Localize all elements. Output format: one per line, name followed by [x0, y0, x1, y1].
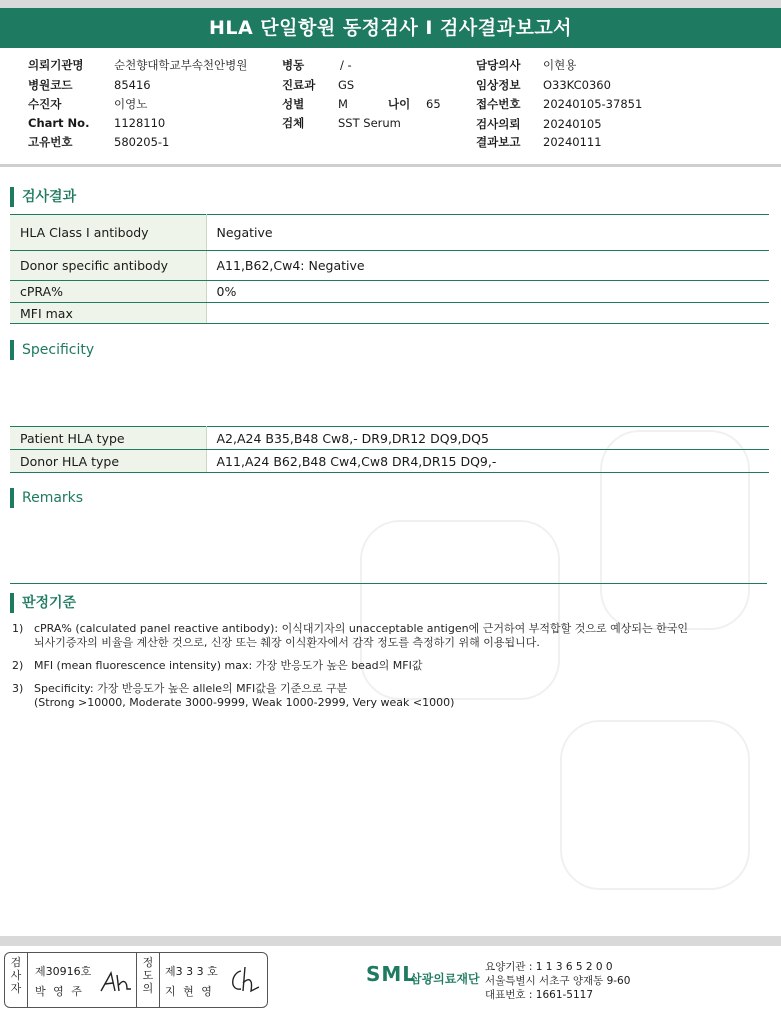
report-title: HLA 단일항원 동정검사 I 검사결과보고서 — [0, 8, 781, 48]
watermark-shape — [560, 720, 750, 890]
address: 서울특별시 서초구 양재동 9-60 — [485, 975, 631, 987]
phone: 대표번호 : 1661-5117 — [485, 989, 594, 1001]
report-date: 결과보고 20240111 — [476, 135, 602, 149]
top-border — [0, 0, 781, 8]
row-key: cPRA% — [10, 281, 206, 303]
department: 진료과 GS — [282, 78, 355, 92]
ward: 병동 / - — [282, 58, 352, 72]
sml-logo — [366, 962, 480, 986]
qc-name: 지 현 영 — [165, 985, 214, 998]
table-row — [10, 215, 769, 251]
table-row — [10, 427, 769, 450]
row-key: Donor specific antibody — [10, 251, 206, 281]
header-divider — [0, 164, 781, 167]
row-key: Donor HLA type — [10, 450, 206, 473]
table-row — [10, 251, 769, 281]
chart-no: Chart No. 1128110 — [28, 116, 166, 130]
signature-box — [4, 952, 268, 1008]
examiner-signature — [97, 967, 135, 997]
row-value: A11,B62,Cw4: Negative — [206, 251, 769, 281]
qc-license: 제3 3 3 호 — [165, 965, 218, 978]
table-row — [10, 303, 769, 324]
receipt-no: 접수번호 20240105-37851 — [476, 97, 643, 111]
doctor: 담당의사 이현용 — [476, 58, 577, 72]
row-value: A2,A24 B35,B48 Cw8,- DR9,DR12 DQ9,DQ5 — [206, 427, 769, 450]
table-row — [10, 450, 769, 473]
table-row — [10, 281, 769, 303]
hospital-name: 의뢰기관명 순천향대학교부속천안병원 — [28, 58, 248, 72]
footer-border — [0, 936, 781, 946]
criteria-item: 2) MFI (mean fluorescence intensity) max: 가장 반응도가 높은 bead의 MFI값 — [12, 659, 423, 672]
examiner-role: 검 사 자 — [10, 956, 22, 995]
remarks-section-title: Remarks — [10, 488, 83, 508]
patient-name: 수진자 이영노 — [28, 97, 148, 111]
hospital-code: 병원코드 85416 — [28, 78, 151, 92]
specificity-table — [10, 426, 769, 473]
row-value: 0% — [206, 281, 769, 303]
qc-signature — [225, 963, 265, 997]
remarks-divider — [10, 583, 767, 584]
criteria-section-title: 판정기준 — [10, 593, 76, 613]
qc-role: 정 도 의 — [142, 956, 154, 995]
criteria-item: 3)Specificity: 가장 반응도가 높은 allele의 MFI값을 기준으로 구분 (Strong >10000, Moderate 3000-9999, Weak 1000-2999, Very weak <1000) — [12, 682, 455, 709]
examiner-license: 제30916호 — [35, 965, 92, 978]
logo-mark: SML — [366, 962, 417, 986]
examiner-name: 박 영 주 — [35, 985, 84, 998]
specificity-section-title: Specificity — [10, 340, 94, 360]
row-value: Negative — [206, 215, 769, 251]
row-value — [206, 303, 769, 324]
sex: 성별 M — [282, 97, 348, 111]
watermark-shape — [360, 520, 560, 700]
org-name: 삼광의료재단 — [410, 972, 480, 986]
results-section-title: 검사결과 — [10, 187, 76, 207]
row-key: MFI max — [10, 303, 206, 324]
row-value: A11,A24 B62,B48 Cw4,Cw8 DR4,DR15 DQ9,- — [206, 450, 769, 473]
clinical-info: 임상정보 O33KC0360 — [476, 78, 611, 92]
request-date: 검사의뢰 20240105 — [476, 117, 602, 131]
unique-id: 고유번호 580205-1 — [28, 135, 170, 149]
row-key: HLA Class I antibody — [10, 215, 206, 251]
org-address — [485, 960, 630, 1002]
criteria-item: 1) cPRA% (calculated panel reactive antibody): 이식대기자의 unacceptable antigen에 근거하여 부적합할 것으로 예상되는 한국인 뇌사기증자의 비율을 계산한 것으로, 신장 또는 췌장 이식환자에서 감작 정도를 측정하기 위해 이용됩니다. — [12, 622, 688, 649]
age: 나이 65 — [388, 97, 441, 111]
row-key: Patient HLA type — [10, 427, 206, 450]
results-table — [10, 214, 769, 324]
specimen: 검체 SST Serum — [282, 116, 401, 130]
facility-code: 요양기관 : 1 1 3 6 5 2 0 0 — [485, 961, 613, 973]
